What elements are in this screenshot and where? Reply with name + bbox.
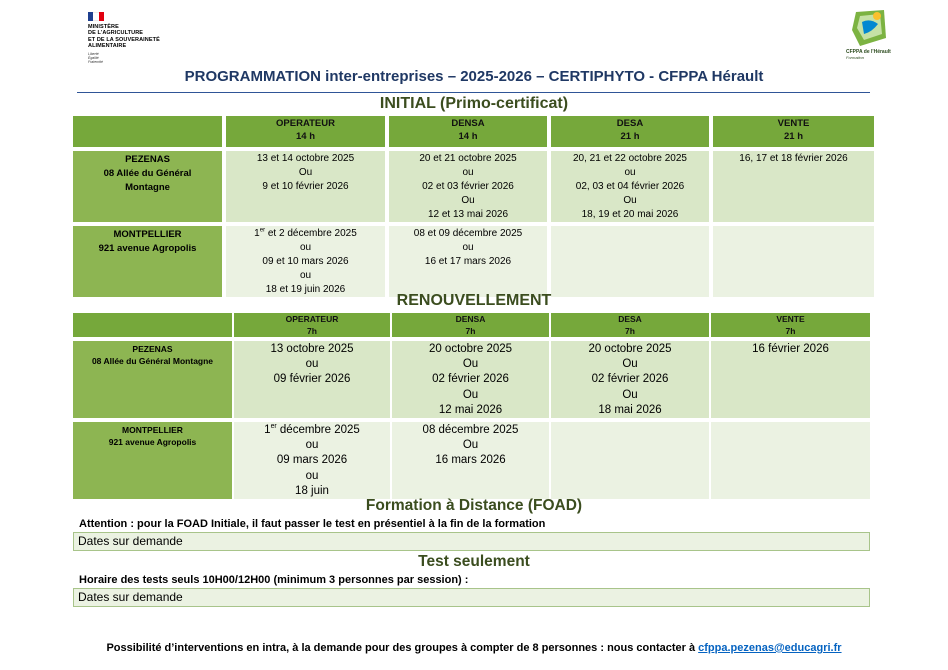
test-note: Horaire des tests seuls 10H00/12H00 (minimum 3 personnes par session) : — [79, 574, 469, 586]
column-header: OPERATEUR 7h — [234, 313, 390, 337]
header-corner — [73, 116, 222, 147]
location-cell: PEZENAS 08 Allée du Général Montagne — [73, 341, 232, 418]
date-cell — [713, 226, 874, 297]
location-cell: PEZENAS 08 Allée du Général Montagne — [73, 151, 222, 222]
renouvellement-table — [73, 313, 870, 499]
date-cell: 20, 21 et 22 octobre 2025 ou 02, 03 et 04 février 2026 Ou 18, 19 et 20 mai 2026 — [551, 151, 709, 222]
date-cell — [551, 226, 709, 297]
date-cell: 1er et 2 décembre 2025 ou 09 et 10 mars 2026 ou 18 et 19 juin 2026 — [226, 226, 385, 297]
date-cell: 20 octobre 2025 Ou 02 février 2026 Ou 18 mai 2026 — [551, 341, 709, 418]
column-header: OPERATEUR 14 h — [226, 116, 385, 147]
date-cell — [711, 422, 870, 499]
cfppa-emblem-icon — [850, 8, 888, 48]
foad-note: Attention : pour la FOAD Initiale, il faut passer le test en présentiel à la fin de la formation — [79, 518, 546, 530]
footer-note — [0, 642, 948, 654]
foad-dates-box: Dates sur demande — [73, 532, 870, 551]
date-cell: 08 décembre 2025 Ou 16 mars 2026 — [392, 422, 549, 499]
column-header: DENSA 7h — [392, 313, 549, 337]
initial-section-title: INITIAL (Primo-certificat) — [379, 95, 569, 112]
date-cell: 1er décembre 2025 ou 09 mars 2026 ou 18 juin — [234, 422, 390, 499]
test-section-title: Test seulement — [418, 553, 530, 570]
ministry-logo — [88, 12, 198, 64]
table-header-row — [73, 116, 874, 147]
cfppa-logo — [846, 6, 892, 60]
location-cell: MONTPELLIER 921 avenue Agropolis — [73, 422, 232, 499]
date-cell: 13 et 14 octobre 2025 Ou 9 et 10 février 2026 — [226, 151, 385, 222]
table-header-row — [73, 313, 870, 337]
column-header: DESA 21 h — [551, 116, 709, 147]
table-row — [73, 341, 870, 418]
test-dates-box: Dates sur demande — [73, 588, 870, 607]
french-flag-icon — [88, 12, 104, 21]
date-cell: 16, 17 et 18 février 2026 — [713, 151, 874, 222]
table-row — [73, 151, 874, 222]
date-cell: 16 février 2026 — [711, 341, 870, 418]
column-header: VENTE 7h — [711, 313, 870, 337]
date-cell — [551, 422, 709, 499]
location-cell: MONTPELLIER 921 avenue Agropolis — [73, 226, 222, 297]
date-cell: 08 et 09 décembre 2025 ou 16 et 17 mars 2026 — [389, 226, 547, 297]
table-row — [73, 226, 874, 297]
title-divider — [77, 92, 870, 93]
ministry-motto: Liberté Égalité Fraternité — [88, 51, 103, 64]
column-header: DESA 7h — [551, 313, 709, 337]
renouvellement-section-title: RENOUVELLEMENT — [396, 292, 552, 309]
ministry-name: MINISTÈRE DE L'AGRICULTURE ET DE LA SOUVERAINETÉ ALIMENTAIRE — [88, 24, 160, 50]
cfppa-logo-sub: Formation — [846, 55, 865, 60]
column-header: VENTE 21 h — [713, 116, 874, 147]
cfppa-logo-text: CFPPA de l'Hérault — [846, 49, 891, 55]
column-header: DENSA 14 h — [389, 116, 547, 147]
date-cell: 13 octobre 2025 ou 09 février 2026 — [234, 341, 390, 418]
page-title: PROGRAMMATION inter-entreprises – 2025-2026 – CERTIPHYTO - CFPPA Hérault — [184, 68, 764, 85]
date-cell: 20 et 21 octobre 2025 ou 02 et 03 février 2026 Ou 12 et 13 mai 2026 — [389, 151, 547, 222]
contact-email-link[interactable]: cfppa.pezenas@educagri.fr — [698, 642, 842, 654]
initial-table — [73, 116, 874, 297]
header-corner — [73, 313, 232, 337]
date-cell: 20 octobre 2025 Ou 02 février 2026 Ou 12 mai 2026 — [392, 341, 549, 418]
footer-text: Possibilité d’interventions en intra, à la demande pour des groupes à compter de 8 personnes : nous contacter à — [106, 642, 699, 654]
foad-section-title: Formation à Distance (FOAD) — [365, 497, 583, 514]
table-row — [73, 422, 870, 499]
